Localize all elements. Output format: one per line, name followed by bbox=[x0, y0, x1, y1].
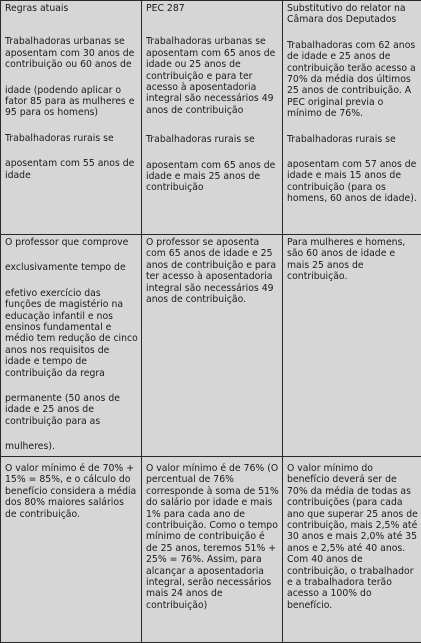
header-pec-287: PEC 287 bbox=[146, 3, 279, 14]
teacher-rules-current bbox=[1, 235, 142, 457]
minimum-value-current bbox=[1, 457, 142, 643]
table-row bbox=[1, 1, 421, 235]
minimum-value-pec bbox=[142, 457, 283, 643]
rural-workers-text-b: aposentam com 55 anos de idade bbox=[5, 158, 138, 181]
urban-workers-text-a: Trabalhadoras urbanas se aposentam com 30 anos de contribuição ou 60 anos de bbox=[5, 36, 138, 70]
header-substitute: Substitutivo do relator na Câmara dos Deputados bbox=[287, 3, 418, 26]
header-current-rules: Regras atuais bbox=[5, 3, 138, 14]
teacher-text-2: exclusivamente tempo de bbox=[5, 262, 138, 273]
rural-workers-text-a: Trabalhadoras rurais se bbox=[287, 134, 418, 145]
minimum-value-substitute bbox=[283, 457, 421, 643]
column-pec-287 bbox=[142, 1, 283, 235]
teacher-text-1: O professor que comprove bbox=[5, 237, 138, 248]
rural-workers-text-a: Trabalhadoras rurais se bbox=[146, 134, 279, 145]
teacher-text: O professor se aposenta com 65 anos de idade e 25 anos de contribuição e para ter acesso à aposentadoria integral são necessários 49 anos de contribuição. bbox=[146, 237, 279, 305]
urban-workers-text: Trabalhadoras urbanas se aposentam com 65 anos de idade ou 25 anos de contribuição e para ter acesso à aposentadoria integral são necessários 49 anos de contribuição bbox=[146, 36, 279, 116]
table-row bbox=[1, 457, 421, 643]
rural-workers-text-b: aposentam com 57 anos de idade e mais 15 anos de contribuição (para os homens, 60 anos de idade). bbox=[287, 159, 418, 205]
column-current-rules bbox=[1, 1, 142, 235]
urban-workers-text: Trabalhadoras com 62 anos de idade e 25 anos de contribuição terão acesso a 70% da média dos últimos 25 anos de contribuição. A PEC original previa o mínimo de 76%. bbox=[287, 40, 418, 120]
teacher-rules-substitute bbox=[283, 235, 421, 457]
rural-workers-text-a: Trabalhadoras rurais se bbox=[5, 133, 138, 144]
minimum-value-text: O valor mínimo é de 70% + 15% = 85%, e o cálculo do benefício considera a média dos 80% maiores salários de contribuição. bbox=[5, 463, 138, 520]
teacher-text-4: permanente (50 anos de idade e 25 anos de contribuição para as bbox=[5, 393, 138, 427]
teacher-text: Para mulheres e homens, são 60 anos de idade e mais 25 anos de contribuição. bbox=[287, 237, 418, 283]
minimum-value-text: O valor mínimo do benefício deverá ser de 70% da média de todas as contribuições (para cada ano que superar 25 anos de contribuição, mais 2,5% até 30 anos e mais 2,0% até 35 anos e 2,5% até 40 anos. Com 40 anos de contribuição, o trabalhador e a trabalhadora terão acesso a 100% do benefício. bbox=[287, 463, 418, 611]
rural-workers-text-b: aposentam com 65 anos de idade e mais 25 anos de contribuição bbox=[146, 160, 279, 194]
teacher-text-3: efetivo exercício das funções de magistério na educação infantil e nos ensinos fundamental e médio tem redução de cinco anos nos requisitos de idade e tempo de contribuição da regra bbox=[5, 288, 138, 379]
urban-workers-text-b: idade (podendo aplicar o fator 85 para as mulheres e 95 para os homens) bbox=[5, 85, 138, 119]
teacher-text-5: mulheres). bbox=[5, 441, 138, 452]
teacher-rules-pec bbox=[142, 235, 283, 457]
table-row bbox=[1, 235, 421, 457]
minimum-value-text: O valor mínimo é de 76% (O percentual de 76% corresponde à soma de 51% do salário por idade e mais 1% para cada ano de contribuição. Como o tempo mínimo de contribuição é de 25 anos, teremos 51% + 25% = 76%. Assim, para alcançar a aposentadoria integral, serão necessários mais 24 anos de contribuição) bbox=[146, 463, 279, 611]
column-substitute bbox=[283, 1, 421, 235]
